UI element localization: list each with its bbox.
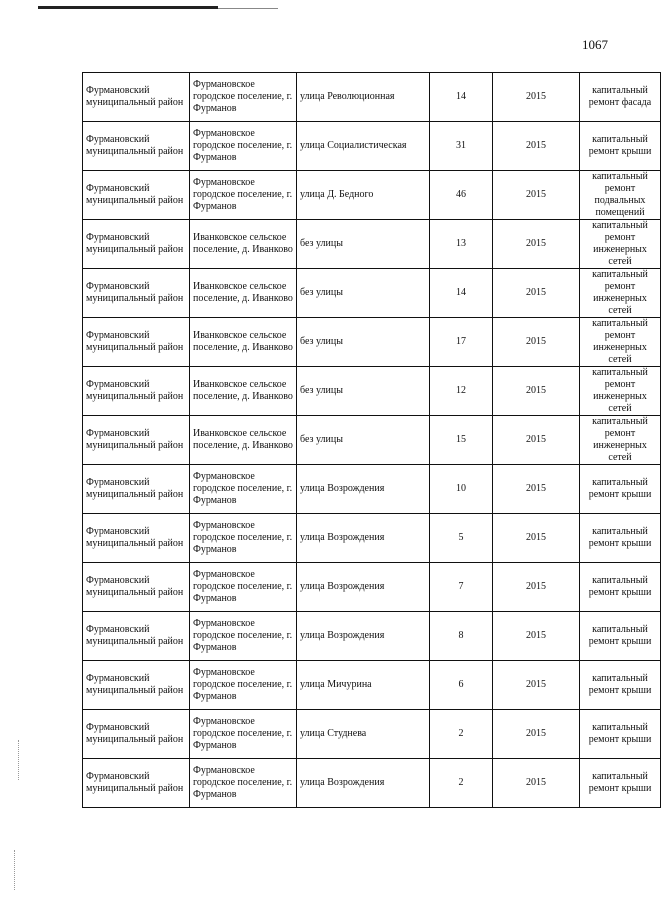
settlement-cell: Фурмановское городское поселение, г. Фурманов <box>190 661 297 710</box>
settlement-cell: Фурмановское городское поселение, г. Фурманов <box>190 759 297 808</box>
street-cell: улица Возрождения <box>297 514 430 563</box>
house-number-cell: 6 <box>430 661 493 710</box>
street-cell: улица Возрождения <box>297 563 430 612</box>
street-cell: без улицы <box>297 367 430 416</box>
street-cell: улица Студнева <box>297 710 430 759</box>
work-type-cell: капитальный ремонт крыши <box>580 759 661 808</box>
street-cell: улица Д. Бедного <box>297 171 430 220</box>
scan-margin-marks <box>18 740 21 780</box>
street-cell: улица Революционная <box>297 73 430 122</box>
settlement-cell: Фурмановское городское поселение, г. Фурманов <box>190 710 297 759</box>
house-number-cell: 2 <box>430 759 493 808</box>
house-number-cell: 7 <box>430 563 493 612</box>
year-cell: 2015 <box>493 514 580 563</box>
district-cell: Фурмановский муниципальный район <box>83 612 190 661</box>
table-body <box>83 73 661 808</box>
district-cell: Фурмановский муниципальный район <box>83 171 190 220</box>
work-type-cell: капитальный ремонт крыши <box>580 563 661 612</box>
settlement-cell: Иванковское сельское поселение, д. Иванково <box>190 269 297 318</box>
house-number-cell: 8 <box>430 612 493 661</box>
district-cell: Фурмановский муниципальный район <box>83 122 190 171</box>
house-number-cell: 10 <box>430 465 493 514</box>
street-cell: улица Социалистическая <box>297 122 430 171</box>
house-number-cell: 17 <box>430 318 493 367</box>
street-cell: без улицы <box>297 318 430 367</box>
house-number-cell: 13 <box>430 220 493 269</box>
district-cell: Фурмановский муниципальный район <box>83 318 190 367</box>
table-row <box>83 171 661 220</box>
work-type-cell: капитальный ремонт подвальных помещений <box>580 171 661 220</box>
year-cell: 2015 <box>493 318 580 367</box>
scan-edge-rule-thin <box>218 8 278 9</box>
settlement-cell: Фурмановское городское поселение, г. Фурманов <box>190 171 297 220</box>
work-type-cell: капитальный ремонт инженерных сетей <box>580 367 661 416</box>
settlement-cell: Фурмановское городское поселение, г. Фурманов <box>190 73 297 122</box>
table-row <box>83 759 661 808</box>
work-type-cell: капитальный ремонт крыши <box>580 465 661 514</box>
scan-edge-rule <box>38 6 218 9</box>
settlement-cell: Фурмановское городское поселение, г. Фурманов <box>190 514 297 563</box>
settlement-cell: Фурмановское городское поселение, г. Фурманов <box>190 612 297 661</box>
settlement-cell: Иванковское сельское поселение, д. Иванково <box>190 318 297 367</box>
settlement-cell: Фурмановское городское поселение, г. Фурманов <box>190 563 297 612</box>
table-row <box>83 661 661 710</box>
house-number-cell: 15 <box>430 416 493 465</box>
work-type-cell: капитальный ремонт крыши <box>580 661 661 710</box>
year-cell: 2015 <box>493 220 580 269</box>
repair-program-table <box>82 72 661 808</box>
year-cell: 2015 <box>493 563 580 612</box>
district-cell: Фурмановский муниципальный район <box>83 514 190 563</box>
district-cell: Фурмановский муниципальный район <box>83 759 190 808</box>
settlement-cell: Фурмановское городское поселение, г. Фурманов <box>190 122 297 171</box>
district-cell: Фурмановский муниципальный район <box>83 465 190 514</box>
street-cell: без улицы <box>297 220 430 269</box>
table-row <box>83 514 661 563</box>
street-cell: улица Возрождения <box>297 465 430 514</box>
street-cell: улица Возрождения <box>297 759 430 808</box>
house-number-cell: 31 <box>430 122 493 171</box>
table-row <box>83 220 661 269</box>
work-type-cell: капитальный ремонт инженерных сетей <box>580 318 661 367</box>
table-row <box>83 416 661 465</box>
year-cell: 2015 <box>493 122 580 171</box>
house-number-cell: 12 <box>430 367 493 416</box>
district-cell: Фурмановский муниципальный район <box>83 73 190 122</box>
year-cell: 2015 <box>493 367 580 416</box>
district-cell: Фурмановский муниципальный район <box>83 367 190 416</box>
work-type-cell: капитальный ремонт крыши <box>580 710 661 759</box>
year-cell: 2015 <box>493 759 580 808</box>
work-type-cell: капитальный ремонт крыши <box>580 612 661 661</box>
district-cell: Фурмановский муниципальный район <box>83 220 190 269</box>
house-number-cell: 46 <box>430 171 493 220</box>
district-cell: Фурмановский муниципальный район <box>83 710 190 759</box>
street-cell: улица Возрождения <box>297 612 430 661</box>
street-cell: улица Мичурина <box>297 661 430 710</box>
district-cell: Фурмановский муниципальный район <box>83 416 190 465</box>
year-cell: 2015 <box>493 710 580 759</box>
year-cell: 2015 <box>493 465 580 514</box>
table-row <box>83 122 661 171</box>
page-number: 1067 <box>582 37 608 52</box>
work-type-cell: капитальный ремонт инженерных сетей <box>580 220 661 269</box>
year-cell: 2015 <box>493 269 580 318</box>
year-cell: 2015 <box>493 416 580 465</box>
table-row <box>83 563 661 612</box>
settlement-cell: Фурмановское городское поселение, г. Фурманов <box>190 465 297 514</box>
work-type-cell: капитальный ремонт инженерных сетей <box>580 416 661 465</box>
work-type-cell: капитальный ремонт крыши <box>580 514 661 563</box>
settlement-cell: Иванковское сельское поселение, д. Иванково <box>190 367 297 416</box>
house-number-cell: 2 <box>430 710 493 759</box>
work-type-cell: капитальный ремонт крыши <box>580 122 661 171</box>
table-row <box>83 465 661 514</box>
work-type-cell: капитальный ремонт инженерных сетей <box>580 269 661 318</box>
settlement-cell: Иванковское сельское поселение, д. Иванково <box>190 220 297 269</box>
district-cell: Фурмановский муниципальный район <box>83 563 190 612</box>
house-number-cell: 14 <box>430 73 493 122</box>
district-cell: Фурмановский муниципальный район <box>83 269 190 318</box>
table-row <box>83 710 661 759</box>
house-number-cell: 14 <box>430 269 493 318</box>
year-cell: 2015 <box>493 171 580 220</box>
district-cell: Фурмановский муниципальный район <box>83 661 190 710</box>
year-cell: 2015 <box>493 661 580 710</box>
year-cell: 2015 <box>493 73 580 122</box>
year-cell: 2015 <box>493 612 580 661</box>
work-type-cell: капитальный ремонт фасада <box>580 73 661 122</box>
table-row <box>83 612 661 661</box>
street-cell: без улицы <box>297 416 430 465</box>
table-row <box>83 73 661 122</box>
table-row <box>83 269 661 318</box>
house-number-cell: 5 <box>430 514 493 563</box>
settlement-cell: Иванковское сельское поселение, д. Иванково <box>190 416 297 465</box>
street-cell: без улицы <box>297 269 430 318</box>
table-row <box>83 367 661 416</box>
scan-margin-marks-lower <box>14 850 17 890</box>
table-row <box>83 318 661 367</box>
